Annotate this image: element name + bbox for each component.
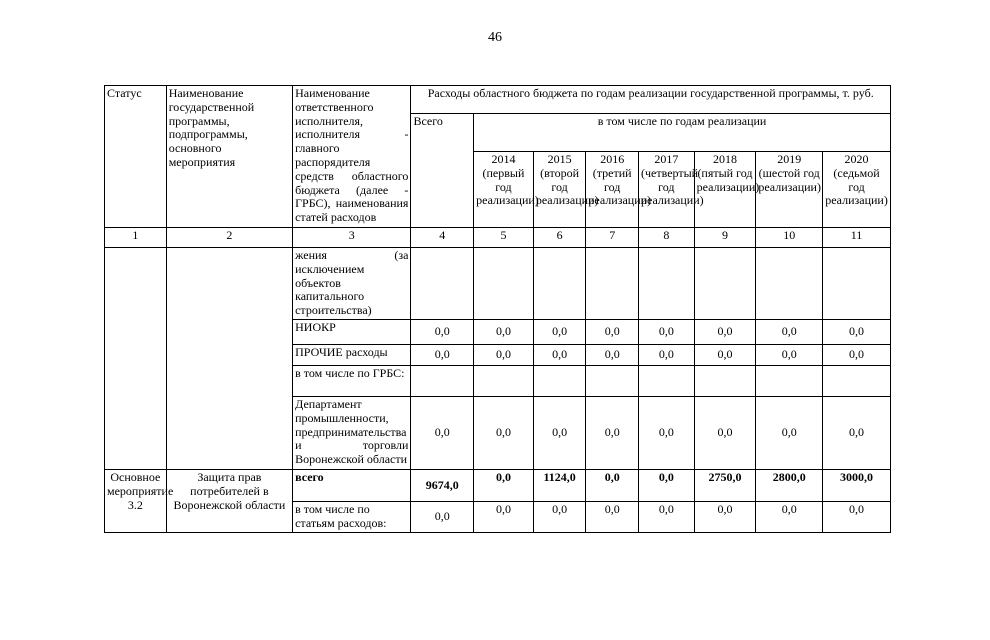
value-cell: 0,0 [756,344,823,365]
header-year-2019: 2019 (шестой год реализации) [756,152,823,228]
value-cell: 0,0 [474,344,534,365]
column-number: 11 [823,228,891,248]
column-number: 5 [474,228,534,248]
value-cell: 0,0 [694,344,756,365]
value-cell: 0,0 [694,319,756,344]
value-cell [756,365,823,396]
value-cell: 0,0 [586,501,639,532]
column-number: 2 [166,228,292,248]
value-cell: 0,0 [474,501,534,532]
column-number: 1 [105,228,167,248]
value-cell [586,365,639,396]
column-number: 6 [533,228,586,248]
row-label: Департамент промышленности, предпринимательства и торговли Воронежской области [293,396,411,469]
value-cell: 2750,0 [694,469,756,501]
value-cell: 0,0 [411,396,474,469]
header-total: Всего [411,114,474,228]
row-label: в том числе по статьям расходов: [293,501,411,532]
value-cell [474,248,534,320]
value-cell [411,365,474,396]
header-status: Статус [105,86,167,228]
table-row [105,248,891,320]
header-program-name: Наименование государственной программы, подпрограммы, основного мероприятия [166,86,292,228]
value-cell: 0,0 [823,344,891,365]
value-cell: 0,0 [411,501,474,532]
value-cell: 3000,0 [823,469,891,501]
value-cell [694,365,756,396]
value-cell: 0,0 [639,469,695,501]
table-row [105,469,891,501]
value-cell: 9674,0 [411,469,474,501]
value-cell: 1124,0 [533,469,586,501]
status-cell-empty [105,248,167,470]
row-label: всего [293,469,411,501]
value-cell: 0,0 [474,396,534,469]
value-cell [533,248,586,320]
value-cell: 0,0 [533,344,586,365]
value-cell [411,248,474,320]
header-year-2015: 2015 (второй год реализации) [533,152,586,228]
value-cell: 0,0 [639,501,695,532]
row-label: жения (за исключением объектов капитального строительства) [293,248,411,320]
value-cell: 0,0 [533,319,586,344]
budget-table [104,85,891,533]
value-cell: 0,0 [756,319,823,344]
value-cell: 0,0 [639,344,695,365]
header-year-2020: 2020 (седьмой год реализации) [823,152,891,228]
event-name: Защита прав потребителей в Воронежской области [166,469,292,532]
value-cell: 0,0 [823,396,891,469]
value-cell: 0,0 [586,396,639,469]
row-label: в том числе по ГРБС: [293,365,411,396]
header-year-2014: 2014 (первый год реализации) [474,152,534,228]
row-label: НИОКР [293,319,411,344]
column-number: 7 [586,228,639,248]
value-cell: 0,0 [639,319,695,344]
value-cell: 0,0 [533,396,586,469]
value-cell: 0,0 [474,469,534,501]
event-status: Основное мероприятие 3.2 [105,469,167,532]
column-number: 3 [293,228,411,248]
column-number: 4 [411,228,474,248]
header-executor: Наименование ответственного исполнителя, исполнителя - главного распорядителя средств областного бюджета (далее - ГРБС), наименования статей расходов [293,86,411,228]
header-year-2017: 2017 (четвертый год реализации) [639,152,695,228]
column-number: 8 [639,228,695,248]
value-cell [823,248,891,320]
value-cell: 0,0 [756,501,823,532]
value-cell: 0,0 [639,396,695,469]
value-cell: 0,0 [411,319,474,344]
column-number-row [105,228,891,248]
value-cell: 0,0 [694,396,756,469]
page-number: 46 [488,30,502,45]
value-cell [586,248,639,320]
row-label: ПРОЧИЕ расходы [293,344,411,365]
value-cell: 0,0 [823,319,891,344]
value-cell [639,365,695,396]
value-cell [756,248,823,320]
value-cell [474,365,534,396]
value-cell [533,365,586,396]
value-cell [823,365,891,396]
header-year-2018: 2018 (пятый год реализации) [694,152,756,228]
value-cell [639,248,695,320]
value-cell: 0,0 [586,469,639,501]
header-year-2016: 2016 (третий год реализации) [586,152,639,228]
value-cell: 0,0 [474,319,534,344]
value-cell: 0,0 [586,319,639,344]
value-cell [694,248,756,320]
name-cell-empty [166,248,292,470]
value-cell: 2800,0 [756,469,823,501]
value-cell: 0,0 [823,501,891,532]
value-cell: 0,0 [411,344,474,365]
column-number: 9 [694,228,756,248]
value-cell: 0,0 [586,344,639,365]
value-cell: 0,0 [533,501,586,532]
column-number: 10 [756,228,823,248]
header-expenses: Расходы областного бюджета по годам реализации государственной программы, т. руб. [411,86,891,114]
value-cell: 0,0 [694,501,756,532]
header-by-years: в том числе по годам реализации [474,114,891,152]
value-cell: 0,0 [756,396,823,469]
